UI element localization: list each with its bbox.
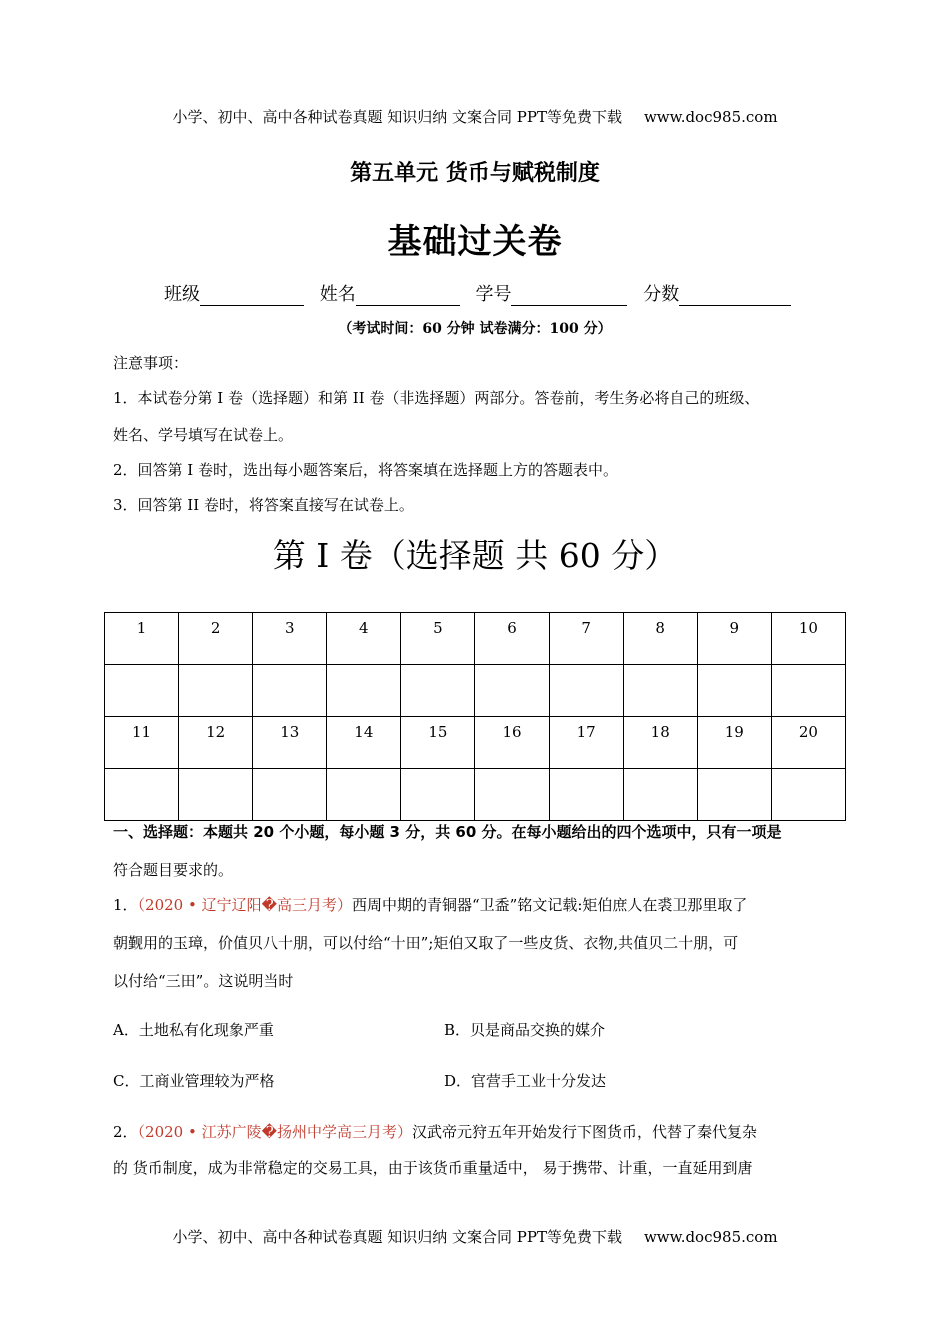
question-1 xyxy=(113,894,747,915)
part-title: 第 I 卷（选择题 共 60 分） xyxy=(272,536,678,575)
header-text: 小学、初中、高中各种试卷真题 知识归纳 文案合同 PPT等免费下载 xyxy=(172,108,622,126)
table-cell: 18 xyxy=(623,717,697,769)
answer-cell[interactable] xyxy=(697,769,771,821)
note-item: 1．本试卷分第 I 卷（选择题）和第 II 卷（非选择题）两部分。答卷前，考生务必将自己的班级、 xyxy=(113,389,760,407)
option-a[interactable]: A．土地私有化现象严重 xyxy=(113,1021,274,1039)
header-site[interactable]: www.doc985.com xyxy=(643,108,778,126)
table-row xyxy=(105,613,846,665)
id-field[interactable] xyxy=(511,287,627,306)
page-header xyxy=(0,106,950,127)
answer-cell[interactable] xyxy=(253,769,327,821)
answer-cell[interactable] xyxy=(327,769,401,821)
question-number: 2． xyxy=(113,1123,138,1141)
answer-cell[interactable] xyxy=(179,665,253,717)
table-cell: 8 xyxy=(623,613,697,665)
answer-cell[interactable] xyxy=(771,769,845,821)
table-cell: 20 xyxy=(771,717,845,769)
exam-time: （考试时间：60 分钟 试卷满分：100 分） xyxy=(338,321,612,337)
page-footer xyxy=(0,1226,950,1247)
table-cell: 3 xyxy=(253,613,327,665)
id-label: 学号 xyxy=(475,284,512,305)
answer-cell[interactable] xyxy=(475,665,549,717)
answer-cell[interactable] xyxy=(105,665,179,717)
table-cell: 19 xyxy=(697,717,771,769)
answer-cell[interactable] xyxy=(105,769,179,821)
answer-cell[interactable] xyxy=(697,665,771,717)
score-field[interactable] xyxy=(679,287,791,306)
table-cell: 11 xyxy=(105,717,179,769)
table-cell: 17 xyxy=(549,717,623,769)
student-info-row xyxy=(164,280,801,306)
note-item: 姓名、学号填写在试卷上。 xyxy=(113,426,294,444)
table-cell: 6 xyxy=(475,613,549,665)
answer-cell[interactable] xyxy=(401,665,475,717)
name-field[interactable] xyxy=(356,287,460,306)
answer-cell[interactable] xyxy=(771,665,845,717)
table-cell: 4 xyxy=(327,613,401,665)
question-text: 朝觐用的玉璋，价值贝八十朋，可以付给“十田”;矩伯又取了一些皮货、衣物,共值贝二十朋，可 xyxy=(113,934,739,952)
table-cell: 12 xyxy=(179,717,253,769)
question-2 xyxy=(113,1121,757,1142)
footer-site[interactable]: www.doc985.com xyxy=(643,1228,778,1246)
answer-cell[interactable] xyxy=(623,665,697,717)
class-label: 班级 xyxy=(164,284,200,305)
class-field[interactable] xyxy=(200,287,304,306)
section-heading-cont: 符合题目要求的。 xyxy=(113,861,234,879)
answer-cell[interactable] xyxy=(623,769,697,821)
table-cell: 14 xyxy=(327,717,401,769)
page-title: 基础过关卷 xyxy=(387,222,563,262)
name-label: 姓名 xyxy=(319,284,356,305)
notes-title: 注意事项： xyxy=(113,354,189,372)
note-item: 2．回答第 I 卷时，选出每小题答案后，将答案填在选择题上方的答题表中。 xyxy=(113,461,619,479)
section-heading: 一、选择题：本题共 20 个小题，每小题 3 分，共 60 分。在每小题给出的四个选项中，只有一项是 xyxy=(113,823,782,841)
answer-cell[interactable] xyxy=(475,769,549,821)
score-label: 分数 xyxy=(643,284,680,305)
table-cell: 1 xyxy=(105,613,179,665)
footer-text: 小学、初中、高中各种试卷真题 知识归纳 文案合同 PPT等免费下载 xyxy=(172,1228,622,1246)
answer-cell[interactable] xyxy=(401,769,475,821)
table-row xyxy=(105,717,846,769)
answer-cell[interactable] xyxy=(549,769,623,821)
table-cell: 16 xyxy=(475,717,549,769)
answer-cell[interactable] xyxy=(327,665,401,717)
answer-cell[interactable] xyxy=(549,665,623,717)
table-cell: 2 xyxy=(179,613,253,665)
question-text: 汉武帝元狩五年开始发行下图货币，代替了秦代复杂 xyxy=(412,1123,758,1141)
question-text: 的 货币制度，成为非常稳定的交易工具，由于该货币重量适中， 易于携带、计重，一直延用到唐 xyxy=(113,1159,753,1177)
option-b[interactable]: B．贝是商品交换的媒介 xyxy=(444,1021,606,1039)
table-cell: 9 xyxy=(697,613,771,665)
answer-cell[interactable] xyxy=(253,665,327,717)
table-row xyxy=(105,665,846,717)
option-c[interactable]: C．工商业管理较为严格 xyxy=(113,1072,275,1090)
answer-table xyxy=(104,612,846,821)
table-cell: 7 xyxy=(549,613,623,665)
question-text: 西周中期的青铜器“卫盉”铭文记载:矩伯庶人在裘卫那里取了 xyxy=(352,896,748,914)
table-cell: 5 xyxy=(401,613,475,665)
option-d[interactable]: D．官营手工业十分发达 xyxy=(444,1072,607,1090)
note-item: 3．回答第 II 卷时，将答案直接写在试卷上。 xyxy=(113,496,414,514)
unit-title: 第五单元 货币与赋税制度 xyxy=(350,161,600,186)
table-cell: 13 xyxy=(253,717,327,769)
question-source: （2020 • 江苏广陵�扬州中学高三月考） xyxy=(137,1123,412,1141)
question-source: （2020 • 辽宁辽阳�高三月考） xyxy=(137,896,352,914)
table-cell: 10 xyxy=(771,613,845,665)
table-cell: 15 xyxy=(401,717,475,769)
question-text: 以付给“三田”。这说明当时 xyxy=(113,972,294,990)
answer-cell[interactable] xyxy=(179,769,253,821)
question-number: 1． xyxy=(113,896,138,914)
table-row xyxy=(105,769,846,821)
